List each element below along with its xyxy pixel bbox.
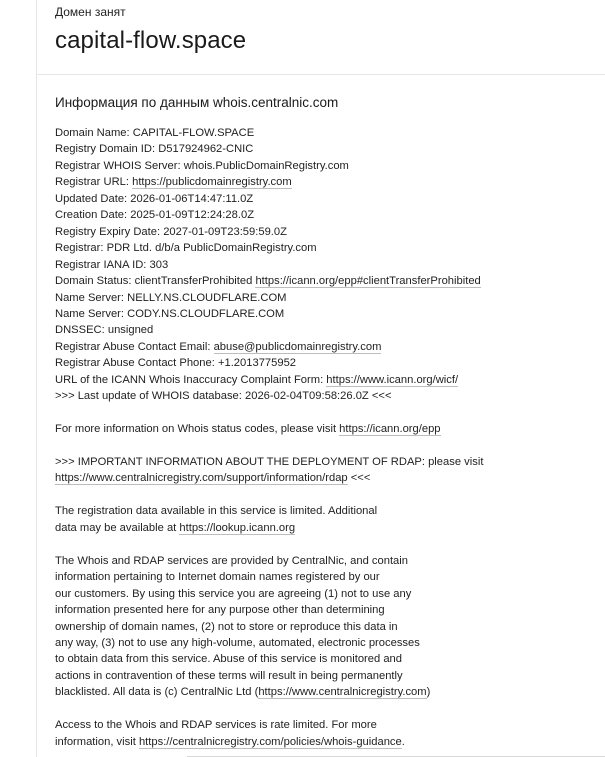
whois-panel [36,0,605,757]
whois-record-value: CODY.NS.CLOUDFLARE.COM [127,307,285,320]
whois-record-line: Name Server: NELLY.NS.CLOUDFLARE.COM [55,291,287,304]
terms-line: The Whois and RDAP services are provided by CentralNic, and contain [55,554,408,567]
whois-record-value: 303 [149,258,169,271]
whois-record-key: DNSSEC [55,324,102,337]
whois-record-value: 2025-01-09T12:24:28.0Z [130,209,255,222]
rate-limit-suffix: . [401,735,405,748]
whois-record-line: Registrar IANA ID: 303 [55,258,169,271]
rdap-notice-line: >>> IMPORTANT INFORMATION ABOUT THE DEPLOYMENT OF RDAP: please visit [55,456,484,469]
whois-record-line: Registrar Abuse Contact Phone: +1.2013775952 [55,357,297,370]
status-codes-line [55,421,600,437]
whois-record-line: Name Server: CODY.NS.CLOUDFLARE.COM [55,307,285,320]
whois-record-line: Domain Status: clientTransferProhibited https://icann.org/epp#clientTransferProhibited [55,275,481,288]
terms-line: information presented here for any purpose other than determining [55,604,385,617]
terms-line: information pertaining to Internet domain names registered by our [55,571,380,584]
whois-record-line: Registry Expiry Date: 2027-01-09T23:59:59.0Z [55,225,287,238]
whois-record-key: Registry Expiry Date [55,225,157,238]
whois-record-key: Registrar IANA ID [55,258,144,271]
rate-limit-link-line [55,734,600,750]
whois-record-key: Domain Name [55,127,127,139]
whois-record-link[interactable]: https://www.icann.org/wicf/ [326,373,459,386]
whois-record-line: Registrar URL: https://publicdomainregistry.com [55,176,292,189]
whois-record-link[interactable]: abuse@publicdomainregistry.com [213,340,382,353]
whois-section-heading: Информация по данным whois.centralnic.com [55,95,339,110]
whois-record-line: URL of the ICANN Whois Inaccuracy Complaint Form: https://www.icann.org/wicf/ [55,373,459,386]
whois-record-key: Registrar [55,242,101,255]
whois-record-key: Registrar URL [55,176,126,189]
whois-record-value: D517924962-CNIC [158,143,254,156]
whois-record-link[interactable]: https://icann.org/epp#clientTransferProhibited [255,275,481,288]
whois-record-key: Name Server [55,291,121,304]
whois-record-key: Registry Domain ID [55,143,152,156]
whois-record-key: Registrar Abuse Contact Email [55,340,208,353]
lookup-icann-link[interactable]: https://lookup.icann.org [179,521,296,534]
whois-record-value: +1.2013775952 [217,357,297,370]
spacer [55,701,600,717]
spacer [55,405,600,421]
whois-record-line: Registrar: PDR Ltd. d/b/a PublicDomainRegistry.com [55,242,317,255]
spacer [55,438,600,454]
terms-line: to obtain data from this service. Abuse of this service is monitored and [55,653,402,666]
terms-last-prefix: blacklisted. All data is (c) CentralNic Ltd ( [55,686,259,699]
whois-record-value: 2026-01-06T14:47:11.0Z [130,192,254,205]
whois-record-key: Registrar Abuse Contact Phone [55,357,212,370]
limited-data-line: The registration data available in this service is limited. Additional [55,505,378,518]
whois-record-value: whois.PublicDomainRegistry.com [183,159,349,172]
whois-guidance-link[interactable]: https://centralnicregistry.com/policies/whois-guidance [138,735,402,748]
terms-line: ownership of domain names, (2) not to store or reproduce this data in [55,620,398,633]
domain-status-label: Домен занят [55,5,126,19]
last-update-line: >>> Last update of WHOIS database: 2026-02-04T09:58:26.0Z <<< [55,390,392,403]
whois-record-value: 2027-01-09T23:59:59.0Z [163,225,287,238]
terms-last-suffix: ) [426,686,431,699]
whois-record-key: Updated Date [55,192,125,205]
whois-record-line: Updated Date: 2026-01-06T14:47:11.0Z [55,192,254,205]
status-codes-text: For more information on Whois status codes, please visit [55,423,340,436]
whois-record-line: Registry Domain ID: D517924962-CNIC [55,143,254,156]
centralnic-registry-link[interactable]: https://www.centralnicregistry.com [258,686,427,699]
icann-epp-link[interactable]: https://icann.org/epp [339,423,441,436]
limited-data-link-line [55,520,600,536]
whois-record-key: Name Server [55,307,121,320]
terms-last-line [55,684,600,700]
terms-line: our customers. By using this service you are agreeing (1) not to use any [55,587,412,600]
whois-record-value: NELLY.NS.CLOUDFLARE.COM [127,291,287,304]
limited-data-prefix: data may be available at [55,521,180,534]
terms-paragraph [55,553,600,685]
spacer [55,536,600,552]
whois-records [55,125,600,388]
whois-record-key: Registrar WHOIS Server [55,159,178,172]
terms-line: actions in contravention of these terms will result in being permanently [55,669,403,682]
rdap-info-link[interactable]: https://www.centralnicregistry.com/support/information/rdap [55,472,348,485]
whois-record-line: Registrar Abuse Contact Email: abuse@publicdomainregistry.com [55,340,382,353]
whois-record-key: Domain Status [55,275,129,288]
whois-record-link[interactable]: https://publicdomainregistry.com [132,176,292,189]
whois-record-key: URL of the ICANN Whois Inaccuracy Complaint Form [55,373,321,386]
whois-record-value: CAPITAL-FLOW.SPACE [132,127,255,139]
whois-record-value: PDR Ltd. d/b/a PublicDomainRegistry.com [106,242,317,255]
rdap-link-line [55,470,600,486]
terms-line: any way, (3) not to use any high-volume, automated, electronic processes [55,636,420,649]
header-divider [37,74,605,75]
rdap-suffix: <<< [347,472,371,485]
domain-title: capital-flow.space [55,27,247,54]
rate-limit-prefix: information, visit [55,735,139,748]
whois-record-text [55,125,600,750]
whois-record-value: unsigned [107,324,154,337]
rate-limit-line: Access to the Whois and RDAP services is rate limited. For more [55,719,377,732]
whois-record-line: Creation Date: 2025-01-09T12:24:28.0Z [55,209,255,222]
whois-record-line: DNSSEC: unsigned [55,324,154,337]
whois-record-key: Creation Date [55,209,125,222]
whois-record-line: Domain Name: CAPITAL-FLOW.SPACE [55,127,255,139]
whois-record-value: clientTransferProhibited [134,275,253,288]
spacer [55,487,600,503]
whois-record-line: Registrar WHOIS Server: whois.PublicDomainRegistry.com [55,159,349,172]
